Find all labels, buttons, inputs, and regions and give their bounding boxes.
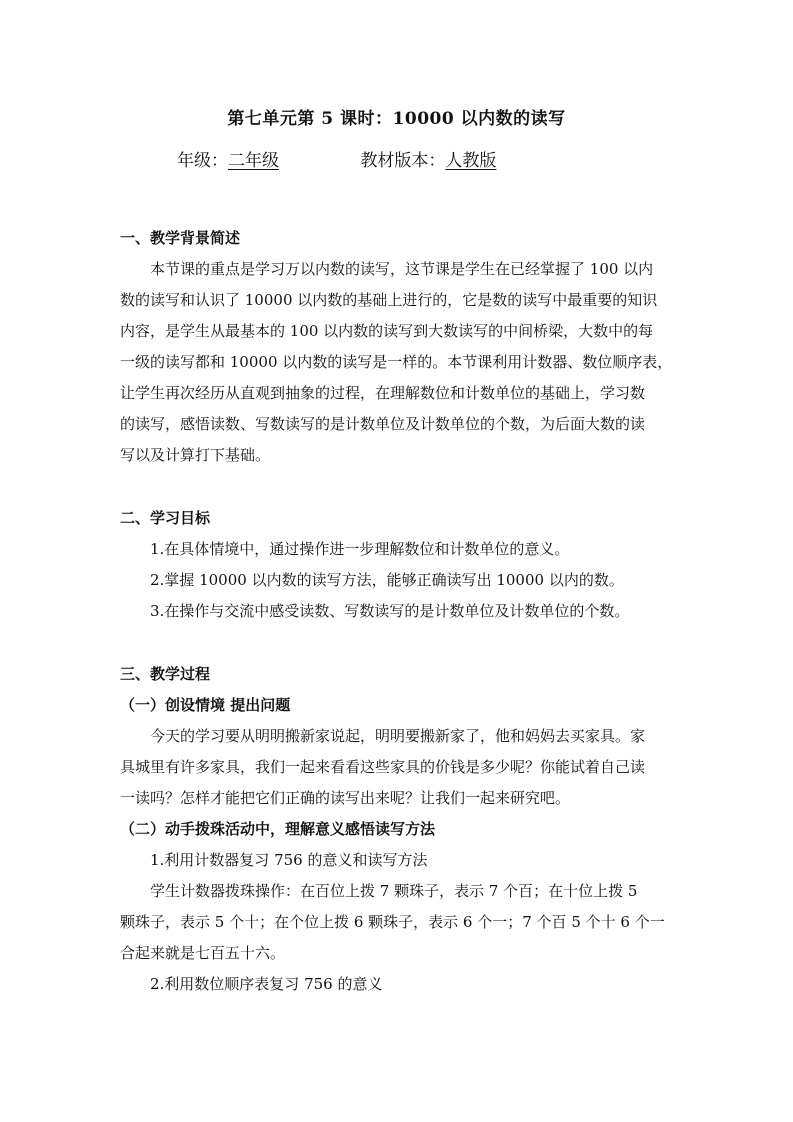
paragraph-line: 一级的读写都和 10000 以内数的读写是一样的。本节课利用计数器、数位顺序表， [120, 353, 673, 371]
paragraph-line: 合起来就是七百五十六。 [120, 944, 286, 962]
subsection-heading-2: （二）动手拨珠活动中，理解意义感悟读写方法 [120, 820, 436, 838]
section-heading-process: 三、教学过程 [120, 665, 211, 683]
paragraph-line: 的读写，感悟读数、写数读写的是计数单位及计数单位的个数，为后面大数的读 [120, 415, 646, 433]
lesson-meta [177, 146, 496, 171]
grade-value: 二年级 [228, 151, 279, 171]
section-heading-background: 一、教学背景简述 [120, 229, 241, 247]
objective-item: 1.在具体情境中，通过操作进一步理解数位和计数单位的意义。 [150, 540, 570, 558]
objective-item: 3.在操作与交流中感受读数、写数读写的是计数单位及计数单位的个数。 [150, 602, 630, 620]
paragraph-line: 一读吗？怎样才能把它们正确的读写出来呢？让我们一起来研究吧。 [120, 789, 571, 807]
paragraph-line: 让学生再次经历从直观到抽象的过程，在理解数位和计数单位的基础上，学习数 [120, 384, 646, 402]
objective-item: 2.掌握 10000 以内数的读写方法，能够正确读写出 10000 以内的数。 [150, 571, 624, 589]
page-title: 第七单元第 5 课时：10000 以内数的读写 [227, 109, 566, 129]
edition-label: 教材版本： [360, 151, 446, 171]
grade-group [177, 146, 279, 171]
step-item: 2.利用数位顺序表复习 756 的意义 [150, 975, 383, 993]
paragraph-line: 学生计数器拨珠操作：在百位上拨 7 颗珠子，表示 7 个百；在十位上拨 5 [150, 882, 638, 900]
step-item: 1.利用计数器复习 756 的意义和读写方法 [150, 851, 428, 869]
subsection-heading-1: （一）创设情境 提出问题 [120, 696, 291, 714]
paragraph-line: 本节课的重点是学习万以内数的读写，这节课是学生在已经掌握了 100 以内 [150, 260, 654, 278]
section-heading-objectives: 二、学习目标 [120, 509, 211, 527]
paragraph-line: 写以及计算打下基础。 [120, 446, 271, 464]
paragraph-line: 内容，是学生从最基本的 100 以内数的读写到大数读写的中间桥梁，大数中的每 [120, 322, 654, 340]
grade-label: 年级： [177, 151, 228, 171]
paragraph-line: 具城里有许多家具，我们一起来看看这些家具的价钱是多少呢？你能试着自己读 [120, 758, 646, 776]
paragraph-line: 今天的学习要从明明搬新家说起，明明要搬新家了，他和妈妈去买家具。家 [150, 727, 646, 745]
paragraph-line: 数的读写和认识了 10000 以内数的基础上进行的，它是数的读写中最重要的知识 [120, 291, 658, 309]
edition-value: 人教版 [445, 151, 497, 171]
paragraph-line: 颗珠子，表示 5 个十；在个位上拨 6 颗珠子，表示 6 个一；7 个百 5 个十 6 个一 [120, 913, 665, 931]
edition-group [360, 146, 496, 171]
